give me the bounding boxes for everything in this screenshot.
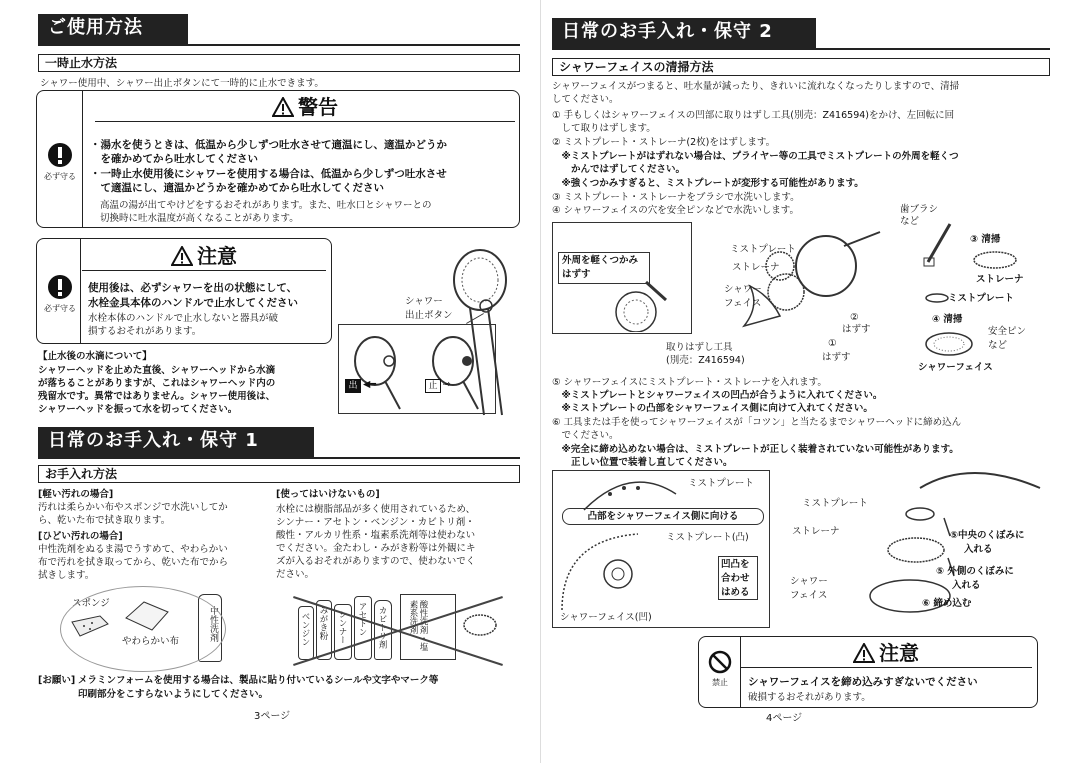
fig2-mist2-label: ミストプレート [802, 498, 868, 509]
fig1-remove-2: はずす [822, 352, 851, 363]
scrubber-icon [462, 612, 498, 638]
pin-label-2: など [988, 340, 1008, 351]
must-follow-icon [43, 142, 77, 183]
cleaner-label: 酸性洗剤・塩素系洗剤 [408, 600, 428, 651]
fig1-tool-label-1: 取りはずし工具 [666, 342, 733, 353]
right-caution-header [740, 640, 1032, 668]
step-a-5: かんではずしてください。 [552, 164, 686, 175]
fig1-strainer2-label: ストレーナ [976, 274, 1024, 285]
strainer-disc-icon [972, 250, 1018, 270]
step-b-3: ※ミストプレートの凸部をシャワーフェイス側に向けて入れてください。 [552, 403, 873, 414]
align-line-1: 凹凸を [721, 559, 750, 570]
fig2-mist-convex-label: ミストプレート(凸) [666, 532, 749, 543]
stop-heading: 一時止水方法 [38, 54, 520, 72]
request-line-1: メラミンフォームを使用する場合は、製品に貼り付いているシールや文字やマーク等 [78, 675, 439, 686]
prohibited-label: 禁止 [712, 677, 728, 687]
heavy-line-1: 中性洗剤をぬるま湯でうすめて、やわらかい [38, 544, 228, 555]
intro-line-2: してください。 [552, 94, 619, 105]
page-number-right: 4ページ [766, 713, 803, 724]
care-heading: お手入れ方法 [38, 465, 520, 483]
acetone-label: アセトン [357, 602, 367, 636]
drip-line-4: シャワーヘッドを振って水を切ってください。 [38, 404, 238, 415]
stop-arrow: ⇨ [443, 379, 451, 390]
prohibited-line-5: ズが入るおそれがありますので、使わないでく [276, 556, 476, 567]
align-callout [718, 556, 758, 600]
fig1-face2-label: シャワーフェイス [918, 362, 993, 373]
must-follow-label-2: 必ず守る [44, 303, 76, 313]
stop-description: シャワー使用中、シャワー出止ボタンにて一時的に止水できます。 [40, 78, 324, 89]
prohibited-line-4: でください。金たわし・みがき粉等は外観にキ [276, 543, 476, 554]
warning-note-2: 切換時に吐水温度が高くなることがあります。 [100, 213, 299, 224]
shower-face-gripped-illustration [606, 280, 676, 332]
align-line-2: 合わせ [721, 573, 750, 584]
step-a-1: ① 手もしくはシャワーフェイスの凹部に取りはずし工具(別売：Z416594)をかけ、左回転に回 [552, 110, 955, 121]
circle-ok-mark [60, 586, 226, 672]
fig1-step1-num: ① [828, 338, 837, 349]
outer-label-1: ⑤ 外側のくぼみに [936, 566, 1014, 577]
fig1-step2-num: ② [850, 312, 859, 323]
right-title-rule [552, 48, 1050, 50]
right-caution-line-1: シャワーフェイスを締め込みすぎないでください [748, 676, 978, 688]
face-note-callout: 凸部をシャワーフェイス側に向ける [562, 508, 764, 525]
light-line-2: ら、乾いた布で拭き取ります。 [38, 515, 171, 526]
section-title-care-2: 日常のお手入れ・保守 2 [552, 18, 816, 48]
shower-handle-out-illustration [345, 331, 415, 411]
sponge-label: スポンジ [72, 598, 110, 609]
pin-label-1: 安全ピン [988, 326, 1027, 337]
thinner-label: シンナー [337, 610, 347, 644]
step-a-4: ※ミストプレートがはずれない場合は、プライヤー等の工具でミストプレートの外周を軽くつ [552, 151, 959, 162]
drip-line-1: シャワーヘッドを止めた直後、シャワーヘッドから水滴 [38, 365, 276, 376]
fig2-face-label-1: シャワー [790, 576, 828, 587]
mist-disc-icon [924, 292, 950, 304]
right-page [540, 0, 1080, 763]
center-label-2: 入れる [964, 544, 993, 555]
request-line-2: 印刷部分をこすらないようにしてください。 [78, 689, 269, 700]
step-a-7: ③ ミストプレート・ストレーナをブラシで水洗いします。 [552, 192, 800, 203]
light-heading: [軽い汚れの場合] [38, 489, 114, 500]
drip-line-2: が落ちることがありますが、これはシャワーヘッド内の [38, 378, 276, 389]
warning-triangle-icon [272, 97, 294, 117]
out-arrow: ◀━ [363, 379, 377, 390]
align-line-3: はめる [721, 587, 750, 598]
fig1-mist-label: ミストプレート [730, 244, 796, 255]
shower-face-disc-icon [924, 330, 974, 358]
fig2-strainer-label: ストレーナ [792, 526, 840, 537]
warning-line-2: を確かめてから吐水してください [90, 153, 258, 165]
reassembly-illustration [850, 468, 1050, 618]
warning-line-3: ・一時止水使用後にシャワーを使用する場合は、低温から少しずつ吐水させ [90, 168, 447, 180]
warning-line-1: ・湯水を使うときは、低温から少しずつ吐水させて適温にし、適温かどうか [90, 139, 447, 151]
caution-triangle-icon [171, 246, 193, 266]
must-follow-label: 必ず守る [44, 171, 76, 181]
section-title-care-1: 日常のお手入れ・保守 1 [38, 427, 314, 457]
polish-label: みがき粉 [318, 606, 328, 640]
neutral-detergent-label: 中性洗剤 [208, 606, 218, 642]
right-caution-title: 注意 [879, 641, 919, 665]
fig1-strainer-label: ストレーナ [732, 262, 780, 273]
step-b-5: でください。 [552, 430, 619, 441]
section-title-usage: ご使用方法 [38, 14, 188, 44]
caution-title: 注意 [197, 244, 237, 268]
warning-line-4: て適温にし、適温かどうかを確かめてから吐水してください [90, 182, 384, 194]
grip-line-2: はずす [562, 269, 591, 280]
warning-title: 警告 [298, 95, 338, 119]
prohibited-line-2: シンナー・アセトン・ベンジン・カビトリ剤・ [276, 517, 475, 528]
cloth-label: やわらかい布 [122, 636, 180, 647]
grip-line-1: 外周を軽くつかみ [562, 255, 639, 266]
caution-note-1: 水栓本体のハンドルで止水しないと器具が破 [88, 313, 279, 324]
toothbrush-icon [920, 222, 960, 270]
heavy-heading: [ひどい汚れの場合] [38, 531, 123, 542]
fig1-remove-1: はずす [842, 324, 871, 335]
step-b-7: 正しい位置で装着し直してください。 [552, 457, 733, 468]
right-caution-divider [740, 636, 741, 708]
fig1-tool-label-2: (別売：Z416594) [666, 355, 745, 366]
must-follow-icon-2 [43, 274, 77, 315]
tighten-label: ⑥ 締め込む [922, 598, 972, 609]
fig1-face-label-1: シャワー [724, 284, 762, 295]
right-caution-line-2: 破損するおそれがあります。 [748, 692, 871, 703]
request-label: [お願い] [38, 675, 76, 686]
fig1-face-label-2: フェイス [724, 298, 762, 309]
page-number-left: 3ページ [254, 711, 291, 722]
prohibited-icon [704, 650, 736, 689]
step-a-6: ※強くつかみすぎると、ミストプレートが変形する可能性があります。 [552, 178, 864, 189]
clean-4-label: ④ 清掃 [932, 314, 963, 325]
fig2-face-label-2: フェイス [790, 590, 828, 601]
warning-note-1: 高温の湯が出てやけどをするおそれがあります。また、吐水口とシャワーとの [100, 200, 432, 211]
fig2-face-concave-label: シャワーフェイス(凹) [560, 612, 652, 623]
step-a-2: して取りはずします。 [552, 123, 656, 134]
shower-label-1: シャワー [405, 296, 443, 307]
warning-header [95, 94, 515, 122]
caution-header [82, 243, 326, 271]
step-b-6: ※完全に締め込めない場合は、ミストプレートが正しく装着されていない可能性があります。 [552, 444, 959, 455]
caution-line-2: 水栓金具本体のハンドルで止水してください [88, 297, 298, 309]
prohibited-heading: [使ってはいけないもの] [276, 489, 380, 500]
light-line-1: 汚れは柔らかい布やスポンジで水洗いしてか [38, 502, 228, 513]
step-b-4: ⑥ 工具または手を使ってシャワーフェイスが「コツン」と当たるまでシャワーヘッドに締め込ん [552, 417, 962, 428]
fig1-mist2-label: ミストプレート [948, 293, 1014, 304]
drip-heading: 【止水後の水滴について】 [38, 351, 152, 362]
intro-line-1: シャワーフェイスがつまると、吐水量が減ったり、きれいに流れなくなったりしますので、清掃 [552, 81, 960, 92]
care-title-rule [38, 457, 520, 459]
button-diagram-frame [338, 324, 496, 414]
face-cleaning-heading: シャワーフェイスの清掃方法 [552, 58, 1050, 76]
shower-label-2: 出止ボタン [405, 310, 453, 321]
step-b-2: ※ミストプレートとシャワーフェイスの凹凸が合うように入れてください。 [552, 390, 883, 401]
caution-divider [80, 238, 81, 344]
right-caution-triangle-icon [853, 643, 875, 663]
caution-note-2: 損するおそれがあります。 [88, 326, 202, 337]
step-a-8: ④ シャワーフェイスの穴を安全ピンなどで水洗いします。 [552, 205, 800, 216]
heavy-line-3: 拭きします。 [38, 570, 95, 581]
brush-label-1: 歯ブラシ [900, 204, 939, 215]
title-rule [38, 44, 520, 46]
step-a-3: ② ミストプレート・ストレーナ(2枚)をはずします。 [552, 137, 776, 148]
brush-label-2: など [900, 216, 920, 227]
convex-concave-illustration [558, 530, 708, 610]
stop-button: 止 [425, 379, 441, 393]
shower-handle-stop-illustration [423, 331, 493, 411]
mold-label: カビトリ剤 [377, 606, 387, 649]
prohibited-line-3: 酸性・アルカリ性系・塩素系洗剤等は使わない [276, 530, 476, 541]
caution-line-1: 使用後は、必ずシャワーを出の状態にして、 [88, 282, 298, 294]
warning-divider [82, 90, 83, 228]
outer-label-2: 入れる [952, 580, 981, 591]
fig2-mist-label: ミストプレート [688, 478, 754, 489]
heavy-line-2: 布で汚れを拭き取ってから、乾いた布でから [38, 557, 229, 568]
clean-3-label: ③ 清掃 [970, 234, 1001, 245]
prohibited-line-6: ださい。 [276, 569, 315, 580]
benzine-label: ベンジン [300, 612, 310, 646]
prohibited-line-1: 水栓には樹脂部品が多く使用されているため、 [276, 504, 476, 515]
out-button: 出 [345, 379, 361, 393]
step-b-1: ⑤ シャワーフェイスにミストプレート・ストレーナを入れます。 [552, 377, 827, 388]
center-label-1: ⑤中央のくぼみに [950, 530, 1025, 541]
drip-line-3: 残留水です。異常ではありません。シャワー使用後は、 [38, 391, 276, 402]
